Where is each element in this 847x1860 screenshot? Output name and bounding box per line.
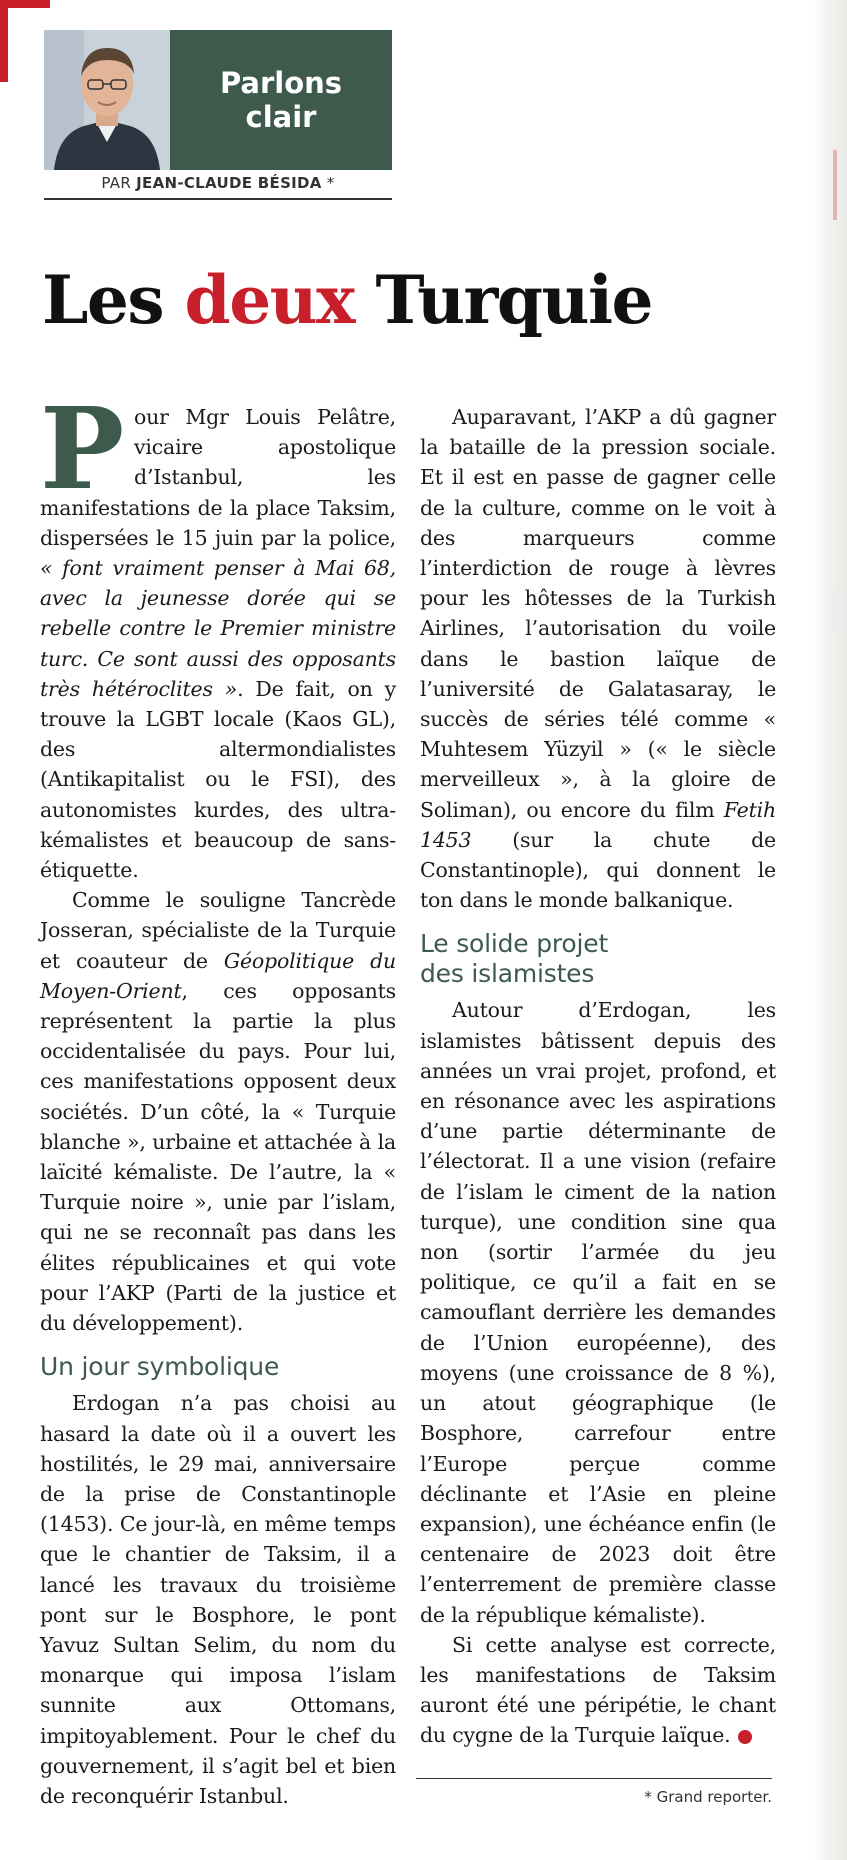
corner-mark-horizontal <box>0 0 50 8</box>
corner-mark-vertical <box>0 0 8 82</box>
byline-prefix: PAR <box>101 174 137 192</box>
paragraph-4-text-a: Auparavant, l’AKP a dû gagner la bataille de la pression sociale. Et il est en passe de gagner celle de la culture, comme on le voit à des marqueurs comme l’interdiction de rouge à lèvres pour les hôtesses de la Turkish Airlines, l’autorisation du voile dans le bastion laïque de l’université de Galatasaray, le succès de séries télé comme « Muhtesem Yüzyil » (« le siècle merveilleux », à la gloire de Soliman), ou encore du film <box>420 405 776 822</box>
paragraph-6-text: Si cette analyse est correcte, les manifestations de Taksim auront été une péripétie, le chant du cygne de la Turquie laïque. <box>420 1632 776 1748</box>
paragraph-6 <box>420 1630 776 1751</box>
paragraph-1-quote: « font vraiment penser à Mai 68, avec la jeunesse dorée qui se rebelle contre le Premier ministre turc. Ce sont aussi des opposants très hétéroclites » <box>40 556 396 701</box>
column-header <box>44 30 392 170</box>
footnote-rule <box>416 1778 772 1779</box>
film-title: Fetih 1453 <box>420 797 776 852</box>
page-edge <box>813 0 847 1860</box>
byline-rule <box>44 198 392 200</box>
paragraph-1 <box>40 384 396 885</box>
book-title: Géopolitique du Moyen-Orient <box>40 948 397 1003</box>
paragraph-2-text-a: Comme le souligne Tancrède Josseran, spécialiste de la Turquie et coauteur de <box>40 888 396 973</box>
byline-suffix: * <box>321 174 335 192</box>
drop-cap: P <box>40 384 125 515</box>
end-mark-icon <box>738 1730 752 1744</box>
page-edge-mark <box>833 590 837 630</box>
column-name-box <box>170 30 392 170</box>
article-column-left <box>40 384 397 1811</box>
article-column-right <box>420 402 776 1751</box>
title-part1: Les <box>42 261 185 339</box>
column-name-line1: Parlons <box>219 66 343 100</box>
title-part3: Turquie <box>354 261 653 339</box>
subheading-line1: Le solide projet <box>420 929 609 959</box>
subheading-jour-symbolique: Un jour symbolique <box>40 1352 280 1382</box>
subheading-projet-islamistes <box>420 929 776 989</box>
footnote: * Grand reporter. <box>644 1788 772 1806</box>
paragraph-3: Erdogan n’a pas choisi au hasard la date où il a ouvert les hostilités, le 29 mai, anniversaire de la prise de Constantinople (1453). Ce jour-là, en même temps que le chantier de Taksim, il a lancé les travaux du troisième pont sur le Bosphore, le pont Yavuz Sultan Selim, du nom du monarque qui imposa l’islam sunnite aux Ottomans, impitoyablement. Pour le chef du gouvernement, il s’agit bel et bien de reconquérir Istanbul. <box>40 1391 396 1808</box>
paragraph-5: Autour d’Erdogan, les islamistes bâtissent depuis des années un vrai projet, profond, et en résonance avec les aspirations d’une partie déterminante de l’électorat. Il a une vision (refaire de l’islam le ciment de la nation turque), une condition sine qua non (sortir l’armée du jeu politique, ce qu’il a fait en se camouflant derrière les demandes de l’Union européenne), des moyens (une croissance de 8 %), un atout géographique (le Bosphore, carrefour entre l’Europe perçue comme déclinante et l’Asie en pleine expansion), une échéance enfin (le centenaire de 2023 doit être l’enterrement de première classe de la république kémaliste). <box>420 998 776 1627</box>
title-part2-accent: deux <box>184 261 355 339</box>
page-edge-mark <box>833 150 837 220</box>
paragraph-4-text-b: (sur la chute de Constantinople), qui donnent le ton dans le monde balkanique. <box>420 827 776 913</box>
paragraph-4 <box>420 402 776 915</box>
paragraph-2-text-b: , ces opposants représentent la partie la plus occidentalisée du pays. Pour lui, ces manifestations opposent deux sociétés. D’un côté, la « Turquie blanche », urbaine et attachée à la laïcité kémaliste. De l’autre, la « Turquie noire », unie par l’islam, qui ne se reconnaît pas dans les élites républicaines et qui vote pour l’AKP (Parti de la justice et du développement). <box>40 978 396 1336</box>
byline-author: JEAN-CLAUDE BÉSIDA <box>136 174 322 192</box>
paragraph-1-text-b: . De fait, on y trouve la LGBT locale (Kaos GL), des altermondialistes (Antikapitalist ou le FSI), des autonomistes kurdes, des ultra-kémalistes et beaucoup de sans-étiquette. <box>40 676 396 883</box>
byline <box>44 174 392 192</box>
paragraph-1-text-a: our Mgr Louis Pelâtre, vicaire apostolique d’Istanbul, les manifestations de la place Taksim, dispersées le 15 juin par la police, <box>40 405 396 550</box>
subheading-line2: des islamistes <box>420 959 595 989</box>
article-title <box>42 262 652 338</box>
paragraph-2 <box>40 885 396 1338</box>
author-portrait-icon <box>44 30 170 170</box>
column-name-line2: clair <box>245 100 317 134</box>
